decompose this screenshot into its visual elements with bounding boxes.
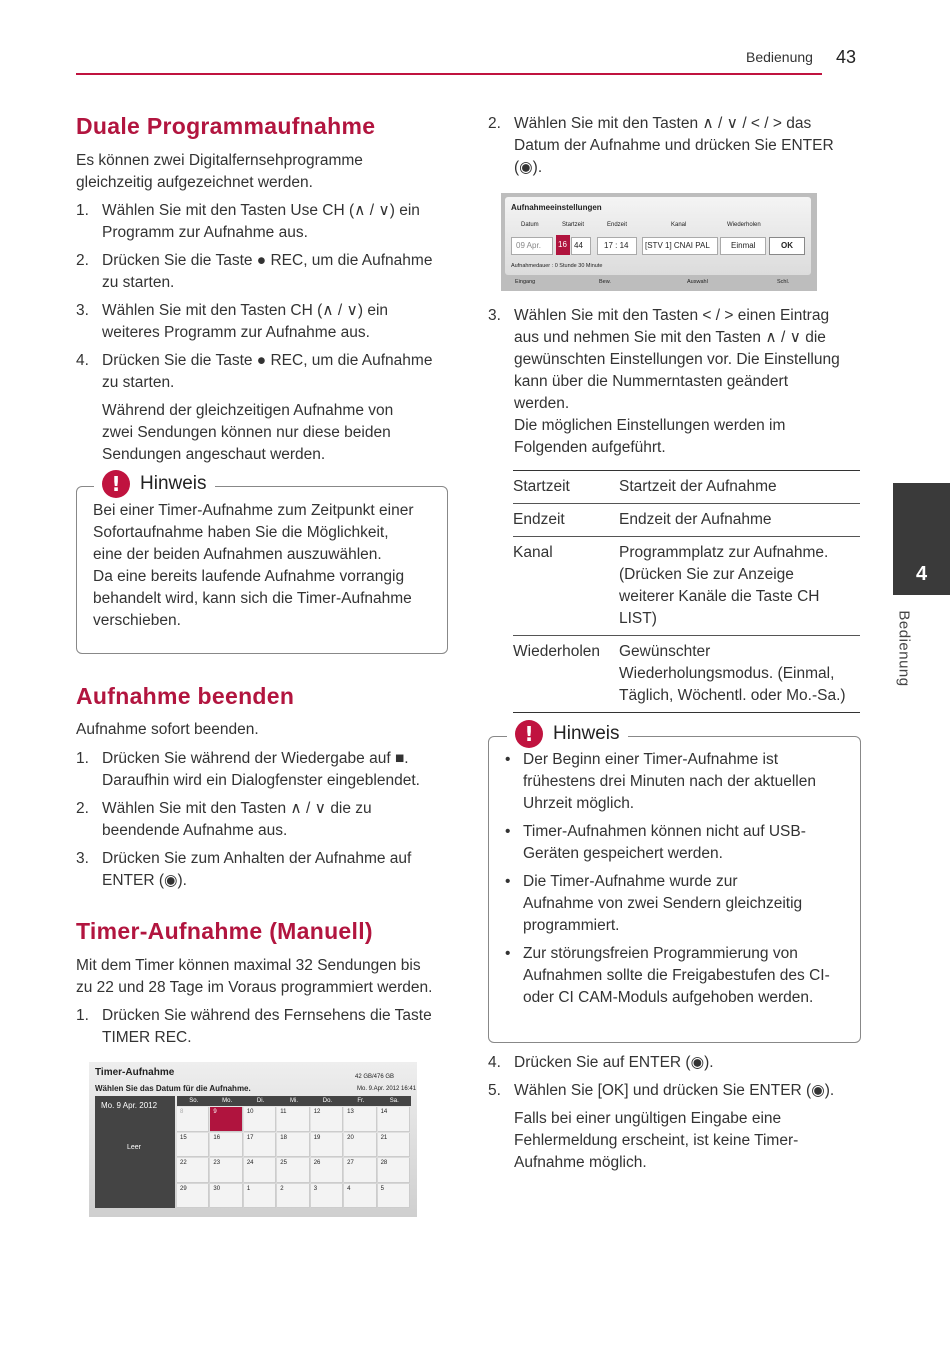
col-wiederholen: Wiederholen — [727, 222, 761, 228]
table-value-line: LIST) — [619, 610, 657, 627]
repeat-field[interactable] — [720, 237, 766, 255]
list-item — [76, 300, 456, 344]
note-header — [507, 720, 628, 748]
intro-line: Mit dem Timer können maximal 32 Sendungen bis — [76, 957, 421, 974]
end-value: 17 : 14 — [604, 241, 629, 250]
calendar-day[interactable]: 19 — [311, 1133, 343, 1158]
calendar-day[interactable]: 9 — [210, 1107, 242, 1132]
settings-table — [513, 470, 860, 713]
step-line: Die möglichen Einstellungen werden im — [514, 417, 786, 434]
step-line: (◉). — [514, 159, 543, 176]
step5-extra — [514, 1108, 798, 1174]
timer-date-panel — [95, 1096, 175, 1208]
heading-duale-programmaufnahme: Duale Programmaufnahme — [76, 113, 376, 139]
exclamation-icon: ! — [515, 720, 543, 748]
step-line: Sendungen angeschaut werden. — [102, 446, 326, 463]
step-line: TIMER REC. — [102, 1029, 192, 1046]
calendar-day[interactable]: 24 — [244, 1158, 276, 1183]
table-value-line: Gewünschter — [619, 643, 711, 660]
footer-eingang: Eingang — [515, 279, 536, 285]
start-hour-value: 16 — [558, 240, 567, 249]
list-item — [76, 748, 456, 792]
calendar-day[interactable]: 18 — [277, 1133, 309, 1158]
step-line: Drücken Sie auf ENTER (◉). — [514, 1054, 714, 1071]
step-line: Aufnahme möglich. — [514, 1154, 647, 1171]
calendar-day[interactable]: 10 — [244, 1107, 276, 1132]
list-item — [76, 848, 456, 892]
step-number: 4. — [488, 1054, 501, 1071]
step-line: Daraufhin wird ein Dialogfenster eingeblendet. — [102, 772, 420, 789]
bullet-dot: • — [505, 873, 511, 890]
col-endzeit: Endzeit — [607, 222, 628, 228]
settings-screenshot — [501, 193, 817, 291]
list-item — [76, 250, 456, 294]
date-value: 09 Apr. — [516, 241, 541, 250]
table-value — [619, 471, 860, 504]
calendar-day[interactable]: 26 — [311, 1158, 343, 1183]
step-number: 1. — [76, 750, 89, 767]
intro-line: gleichzeitig aufgezeichnet werden. — [76, 174, 313, 191]
list-item — [76, 798, 456, 842]
bullet-line: oder CI CAM-Moduls aufgehoben werden. — [523, 989, 814, 1006]
calendar-day[interactable]: 28 — [378, 1158, 410, 1183]
bullet-line: Geräten gespeichert werden. — [523, 845, 723, 862]
note-title: Hinweis — [140, 473, 207, 494]
calendar-weekday: Do. — [311, 1096, 344, 1106]
calendar-weekday: Fr. — [344, 1096, 377, 1106]
calendar-weekday: So. — [177, 1096, 210, 1106]
bullet-line: Uhrzeit möglich. — [523, 795, 635, 812]
table-value-line: Täglich, Wöchentl. oder Mo.-Sa.) — [619, 687, 846, 704]
bullet-dot: • — [505, 751, 511, 768]
chapter-tab — [893, 483, 950, 595]
note-line: Da eine bereits laufende Aufnahme vorrangig — [93, 568, 405, 585]
bullet-line: Der Beginn einer Timer-Aufnahme ist — [523, 751, 779, 768]
heading-aufnahme-beenden: Aufnahme beenden — [76, 683, 295, 709]
note-line: eine der beiden Aufnahmen auszuwählen. — [93, 546, 382, 563]
page-number: 43 — [836, 47, 857, 67]
header-rule — [76, 73, 822, 75]
calendar-weekday: Mi. — [277, 1096, 310, 1106]
note-bullet — [505, 821, 845, 865]
step-line: weiteres Programm zur Aufnahme aus. — [102, 324, 370, 341]
settings-title: Aufnahmeeinstellungen — [511, 203, 602, 212]
bullet-line: frühestens drei Minuten nach der aktuellen — [523, 773, 816, 790]
table-value-line: Programmplatz zur Aufnahme. — [619, 544, 829, 561]
col-startzeit: Startzeit — [562, 222, 585, 228]
calendar-day[interactable]: 16 — [210, 1133, 242, 1158]
step-line: Drücken Sie die Taste ● REC, um die Aufnahme — [102, 252, 433, 269]
calendar-day[interactable]: 14 — [378, 1107, 410, 1132]
bullet-line: Timer-Aufnahmen können nicht auf USB- — [523, 823, 806, 840]
step-line: zu starten. — [102, 274, 175, 291]
note-bullet — [505, 749, 845, 815]
note-line: verschieben. — [93, 612, 181, 629]
footer-bew: Bew. — [599, 279, 611, 285]
step-number: 3. — [76, 302, 89, 319]
step-line: gewünschten Einstellungen vor. Die Einstellung — [514, 351, 840, 368]
start-minute-value: 44 — [574, 241, 583, 250]
calendar-day[interactable]: 1 — [244, 1184, 276, 1209]
step-line: werden. — [514, 395, 570, 412]
bullet-line: programmiert. — [523, 917, 620, 934]
table-row — [513, 537, 860, 636]
table-value-line: Wiederholungsmodus. (Einmal, — [619, 665, 835, 682]
step-line: ENTER (◉). — [102, 872, 187, 889]
table-key: Wiederholen — [513, 636, 619, 713]
table-row — [513, 636, 860, 713]
note-line: Sofortaufnahme haben Sie die Möglichkeit, — [93, 524, 389, 541]
ok-button[interactable] — [769, 237, 805, 255]
step-number: 2. — [76, 252, 89, 269]
step-number: 3. — [76, 850, 89, 867]
table-value-line: weiterer Kanäle die Taste CH — [619, 588, 820, 605]
step-line: Programm zur Aufnahme aus. — [102, 224, 308, 241]
timer-now: Mo. 9.Apr. 2012 16:41 — [357, 1086, 417, 1092]
note-title: Hinweis — [553, 723, 620, 744]
calendar-weekday: Di. — [244, 1096, 277, 1106]
calendar-weekday: Mo. — [210, 1096, 243, 1106]
calendar-day[interactable]: 27 — [344, 1158, 376, 1183]
list-item — [76, 1005, 456, 1049]
step-number: 3. — [488, 307, 501, 324]
note-line: Bei einer Timer-Aufnahme zum Zeitpunkt einer — [93, 502, 414, 519]
intro-line: Es können zwei Digitalfernsehprogramme — [76, 152, 363, 169]
step-line: zwei Sendungen können nur diese beiden — [102, 424, 391, 441]
footer-schl: Schl. — [777, 279, 790, 285]
note-line: behandelt wird, kann sich die Timer-Aufnahme — [93, 590, 412, 607]
heading-timer-aufnahme: Timer-Aufnahme (Manuell) — [76, 918, 373, 944]
list-item — [488, 1052, 868, 1074]
step-line: Wählen Sie mit den Tasten < / > einen Eintrag — [514, 307, 830, 324]
calendar-day[interactable]: 23 — [210, 1158, 242, 1183]
settings-dialog — [505, 197, 811, 275]
bullet-dot: • — [505, 945, 511, 962]
step-line: Drücken Sie die Taste ● REC, um die Aufnahme — [102, 352, 433, 369]
duration-text: Aufnahmedauer : 0 Stunde 30 Minute — [511, 263, 603, 269]
date-field[interactable] — [511, 237, 553, 255]
step-line: Falls bei einer ungültigen Eingabe eine — [514, 1110, 782, 1127]
step-line: Datum der Aufnahme und drücken Sie ENTER — [514, 137, 834, 154]
table-value — [619, 504, 860, 537]
step-line: Während der gleichzeitigen Aufnahme von — [102, 402, 394, 419]
calendar-day[interactable]: 2 — [277, 1184, 309, 1209]
list-item — [488, 113, 868, 179]
intro-line: zu 22 und 28 Tage im Voraus programmiert werden. — [76, 979, 433, 996]
list-item — [488, 305, 868, 459]
chapter-label-text: Bedienung — [895, 610, 913, 687]
exclamation-icon: ! — [102, 470, 130, 498]
table-value — [619, 636, 860, 713]
step4-extra — [102, 400, 393, 466]
start-minute-field[interactable] — [571, 237, 591, 255]
bullet-line: Die Timer-Aufnahme wurde zur — [523, 873, 738, 890]
step-line: Wählen Sie mit den Tasten Use CH (∧ / ∨) ein — [102, 202, 420, 219]
table-key: Endzeit — [513, 504, 619, 537]
step-line: Wählen Sie [OK] und drücken Sie ENTER (◉). — [514, 1082, 835, 1099]
step-number: 4. — [76, 352, 89, 369]
timer-subtitle: Wählen Sie das Datum für die Aufnahme. — [95, 1084, 251, 1093]
timer-screenshot — [89, 1062, 417, 1217]
step-number: 2. — [76, 800, 89, 817]
calendar-day[interactable]: 21 — [378, 1133, 410, 1158]
list-item — [488, 1080, 868, 1102]
note-header — [94, 470, 215, 498]
calendar-day[interactable]: 13 — [344, 1107, 376, 1132]
timer-storage: 42 GB/476 GB — [355, 1074, 395, 1080]
note-bullet — [505, 871, 845, 937]
calendar-day[interactable]: 5 — [378, 1184, 410, 1209]
end-field[interactable] — [597, 237, 637, 255]
step-line: Drücken Sie während der Wiedergabe auf ■. — [102, 750, 409, 767]
calendar-day[interactable]: 30 — [210, 1184, 242, 1209]
calendar-weekday: Sa. — [378, 1096, 411, 1106]
intro2: Aufnahme sofort beenden. — [76, 721, 259, 738]
step-number: 1. — [76, 1007, 89, 1024]
step-number: 5. — [488, 1082, 501, 1099]
timer-title: Timer-Aufnahme — [95, 1067, 175, 1078]
bullet-dot: • — [505, 823, 511, 840]
table-row — [513, 471, 860, 504]
col-kanal: Kanal — [671, 222, 687, 228]
step-line: Wählen Sie mit den Tasten ∧ / ∨ die zu — [102, 800, 372, 817]
bullet-line: Aufnahmen sollte die Freigabestufen des CI- — [523, 967, 830, 984]
bullet-line: Aufnahme von zwei Sendern gleichzeitig — [523, 895, 803, 912]
calendar-day[interactable]: 15 — [177, 1133, 209, 1158]
list-item — [76, 350, 456, 394]
table-row — [513, 504, 860, 537]
step-line: beendende Aufnahme aus. — [102, 822, 288, 839]
calendar-day[interactable]: 11 — [277, 1107, 309, 1132]
chapter-label — [886, 605, 926, 695]
step-line: Wählen Sie mit den Tasten ∧ / ∨ / < / > das — [514, 115, 812, 132]
intro3 — [76, 955, 432, 999]
repeat-value: Einmal — [731, 241, 756, 250]
table-value-line: Endzeit der Aufnahme — [619, 511, 772, 528]
calendar-day[interactable]: 12 — [311, 1107, 343, 1132]
ok-label: OK — [781, 241, 793, 250]
channel-value: [STV 1] CNAI PAL — [645, 241, 710, 250]
calendar-day[interactable]: 8 — [177, 1107, 209, 1132]
bullet-line: Zur störungsfreien Programmierung von — [523, 945, 798, 962]
calendar-day[interactable]: 20 — [344, 1133, 376, 1158]
col-datum: Datum — [521, 222, 539, 228]
running-header-section: Bedienung — [746, 49, 813, 65]
table-value — [619, 537, 860, 636]
step-line: Folgenden aufgeführt. — [514, 439, 666, 456]
calendar-day[interactable]: 22 — [177, 1158, 209, 1183]
table-value-line: (Drücken Sie zur Anzeige — [619, 566, 794, 583]
step-number: 1. — [76, 202, 89, 219]
calendar-day[interactable]: 4 — [344, 1184, 376, 1209]
step-line: aus und nehmen Sie mit den Tasten ∧ / ∨ die — [514, 329, 826, 346]
calendar-day[interactable]: 25 — [277, 1158, 309, 1183]
step-line: kann über die Nummerntasten geändert — [514, 373, 788, 390]
note-text — [93, 500, 413, 632]
step-line: Drücken Sie zum Anhalten der Aufnahme auf — [102, 850, 412, 867]
step-line: Fehlermeldung erscheint, ist keine Timer- — [514, 1132, 799, 1149]
table-key: Startzeit — [513, 471, 619, 504]
step-line: Wählen Sie mit den Tasten CH (∧ / ∨) ein — [102, 302, 389, 319]
note-bullet — [505, 943, 845, 1009]
footer-auswahl: Auswahl — [687, 279, 708, 285]
step-line: Drücken Sie während des Fernsehens die Taste — [102, 1007, 432, 1024]
chapter-number: 4 — [915, 563, 928, 585]
calendar-day[interactable]: 3 — [311, 1184, 343, 1209]
start-hour-field[interactable] — [556, 235, 570, 255]
timer-empty: Leer — [127, 1144, 142, 1151]
calendar-day[interactable]: 29 — [177, 1184, 209, 1209]
channel-field[interactable] — [642, 237, 718, 255]
timer-selected-date: Mo. 9 Apr. 2012 — [101, 1101, 158, 1110]
intro-paragraph — [76, 150, 363, 194]
list-item — [76, 200, 456, 244]
calendar-day[interactable]: 17 — [244, 1133, 276, 1158]
table-value-line: Startzeit der Aufnahme — [619, 478, 777, 495]
table-key: Kanal — [513, 537, 619, 636]
step-line: zu starten. — [102, 374, 175, 391]
timer-calendar — [177, 1096, 411, 1208]
step-number: 2. — [488, 115, 501, 132]
